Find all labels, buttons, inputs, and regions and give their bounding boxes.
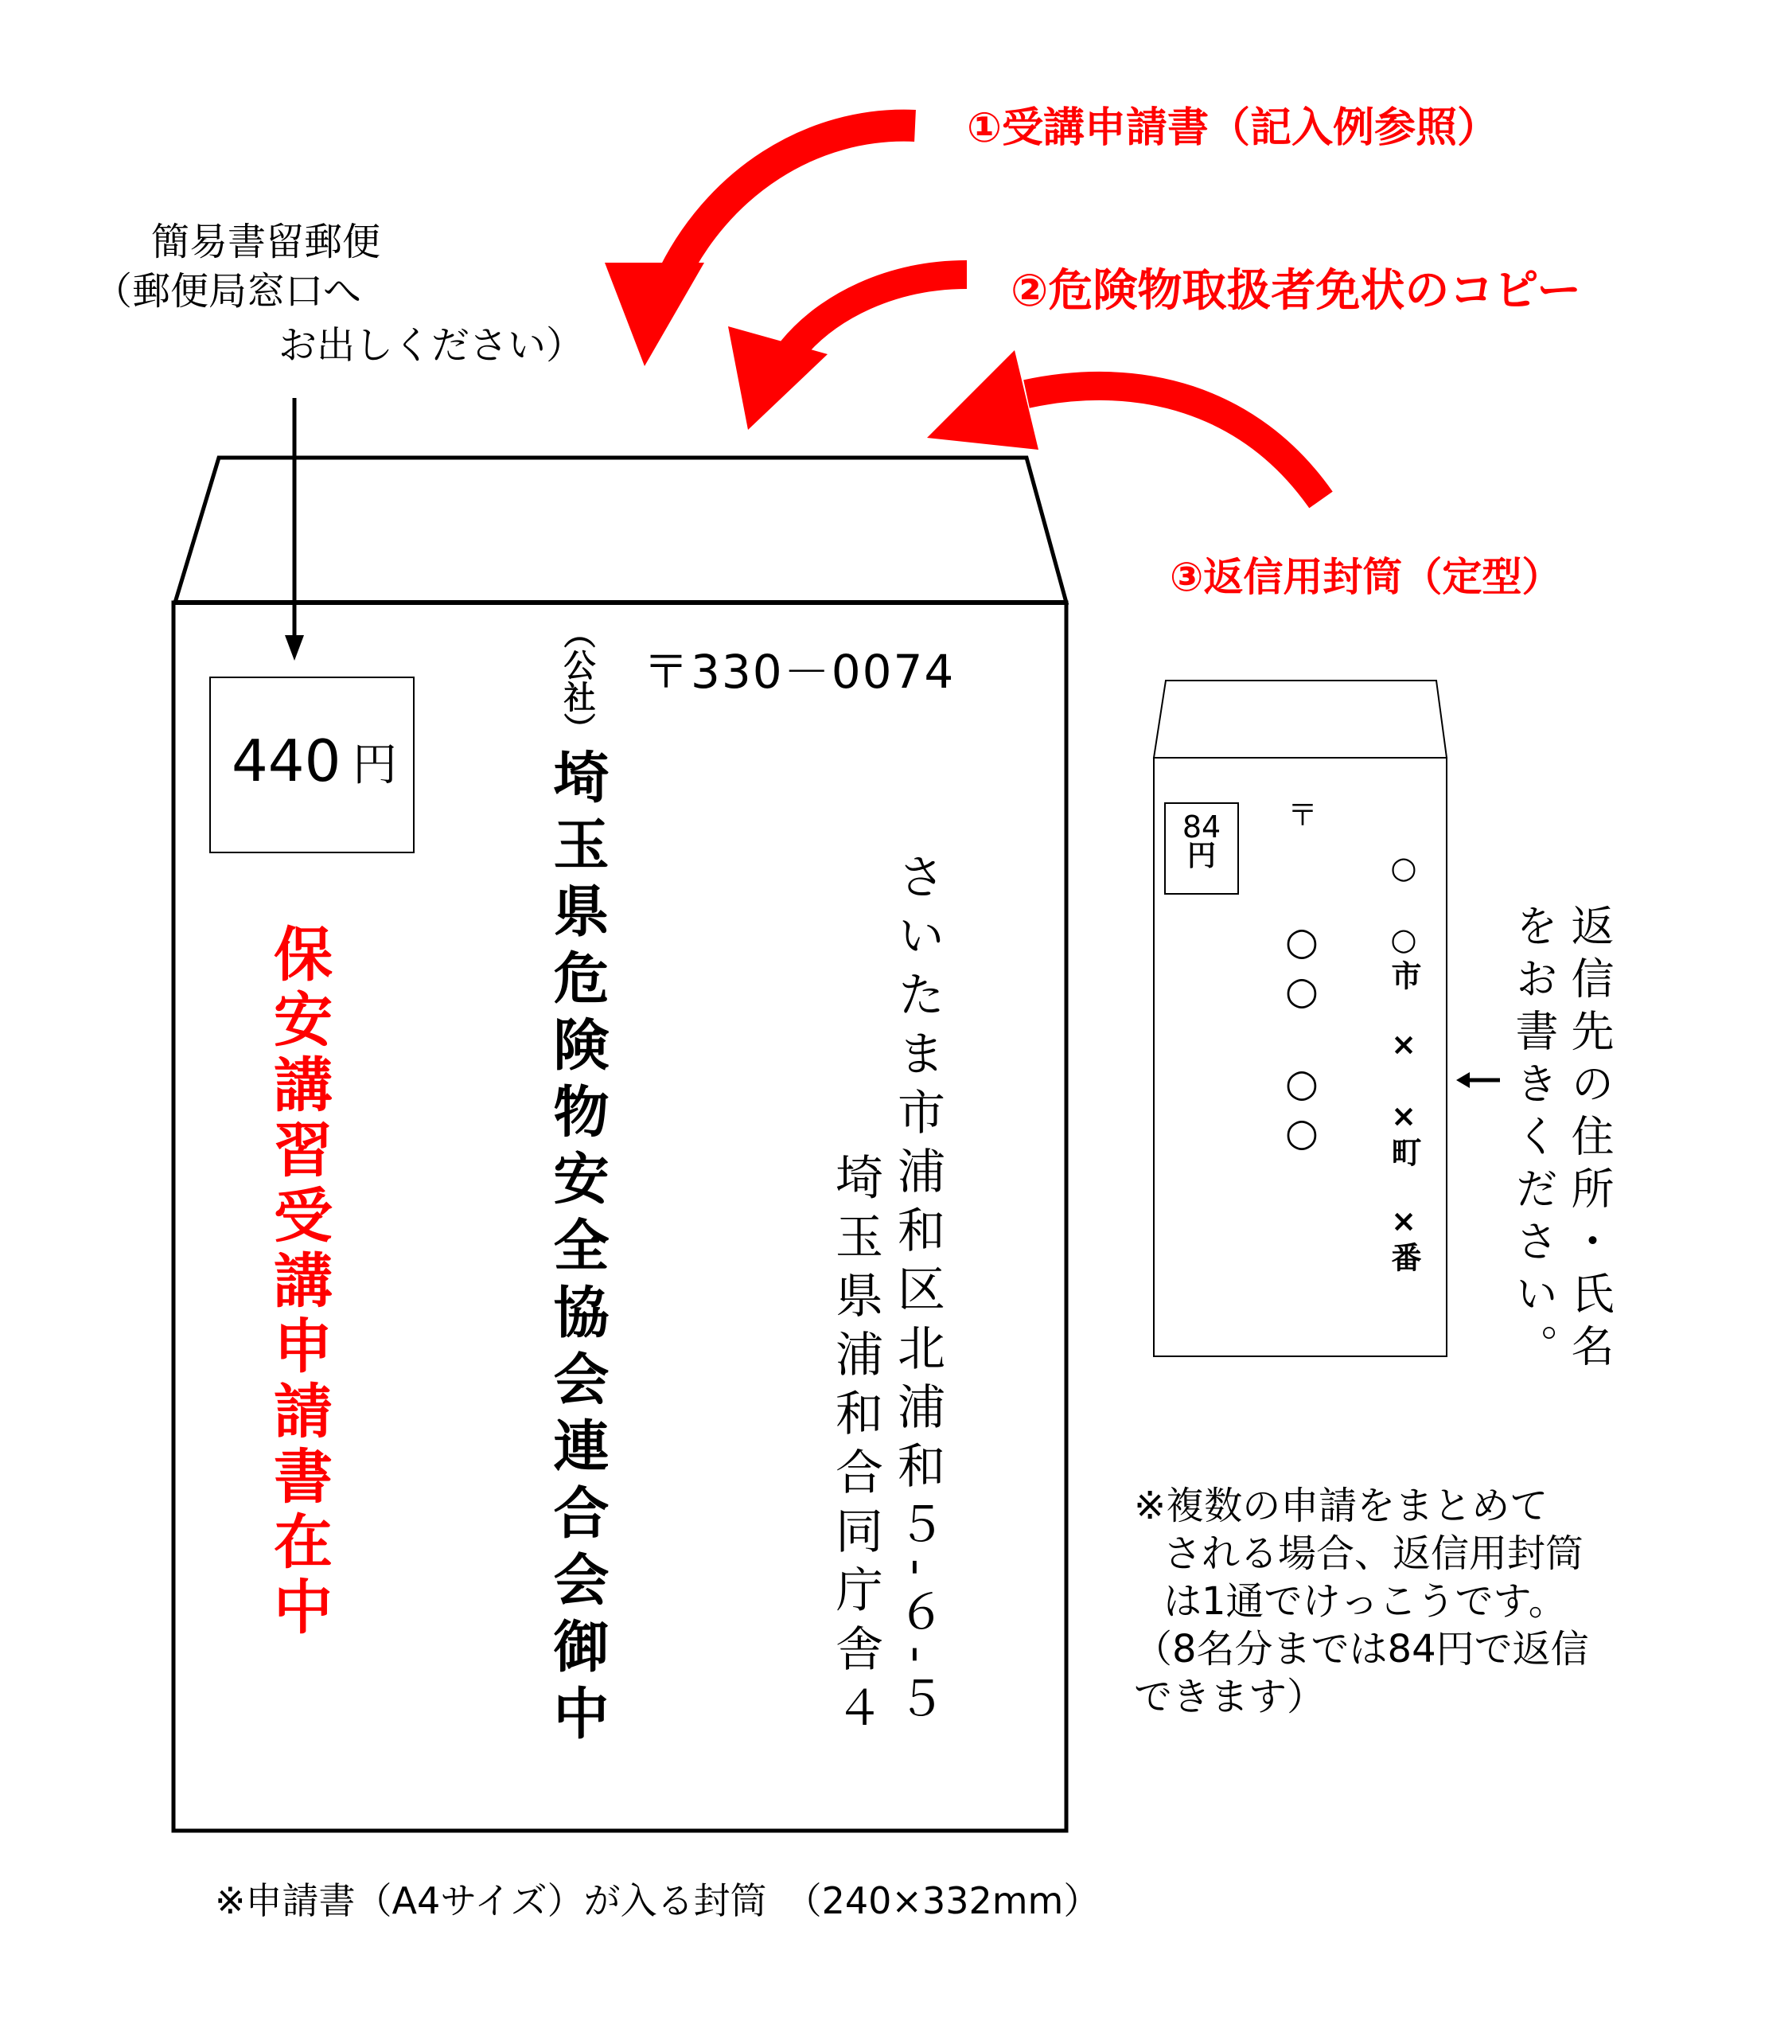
- instruction-line2: をお書きください。: [1509, 903, 1559, 1376]
- small-envelope-flap: [1154, 681, 1447, 758]
- red-arrow-2: [792, 275, 967, 350]
- envelope-caption: ※申請書（A4サイズ）が入る封筒 （240×332mm）: [215, 1879, 1101, 1922]
- large-stamp-box: [209, 677, 415, 853]
- address-line2: 埼玉県浦和合同庁舎４: [828, 1153, 883, 1742]
- mail-note-line1: 簡易書留郵便: [151, 220, 381, 264]
- multi-note-line5: できます）: [1134, 1675, 1326, 1719]
- mail-note-line3: お出しください）: [279, 323, 585, 368]
- large-stamp-unit: 円: [353, 739, 397, 791]
- red-arrow-1: [670, 126, 915, 283]
- multi-note-line4: （8名分までは84円で返信: [1134, 1627, 1589, 1671]
- address-line1: さいたま市浦和区北浦和５-６-５: [890, 852, 945, 1734]
- small-stamp-box: [1164, 802, 1239, 895]
- org-prefix: （公社）: [559, 617, 595, 744]
- item-application-form: ①受講申請書（記入例参照）: [967, 104, 1499, 152]
- large-stamp-amount: 440: [232, 727, 341, 794]
- red-arrow-1-head: [605, 263, 704, 366]
- multi-note-line2: される場合、返信用封筒: [1163, 1531, 1584, 1576]
- large-envelope-flap: [175, 458, 1066, 603]
- small-stamp-unit: 円: [1186, 840, 1216, 872]
- red-arrow-3-head: [927, 350, 1038, 450]
- small-address-placeholder: ○ ○市 × ×町 ×番: [1386, 850, 1421, 1275]
- red-arrow-3: [1027, 386, 1321, 500]
- small-postal-mark: 〒: [1288, 798, 1319, 833]
- small-name-placeholder: ○○ ○○: [1280, 919, 1324, 1160]
- enclosure-note: 保安講習受講申請書在中: [264, 923, 333, 1641]
- instruction-line1: 返信先の住所・氏名: [1564, 903, 1615, 1376]
- instruction-arrow-head: [1456, 1072, 1470, 1088]
- small-stamp-amount: 84: [1182, 809, 1221, 845]
- org-name: 埼玉県危険物安全協会連合会御中: [544, 748, 610, 1751]
- item-license-copy: ②危険物取扱者免状のコピー: [1011, 265, 1582, 317]
- mail-note-line2: （郵便局窓口へ: [94, 269, 362, 314]
- multi-note-line3: は1通でけっこうです。: [1163, 1579, 1567, 1624]
- item-return-envelope: ③返信用封筒（定型）: [1170, 554, 1562, 600]
- multi-note-line1: ※複数の申請をまとめて: [1134, 1484, 1549, 1528]
- postal-code: 〒330－0074: [643, 645, 956, 699]
